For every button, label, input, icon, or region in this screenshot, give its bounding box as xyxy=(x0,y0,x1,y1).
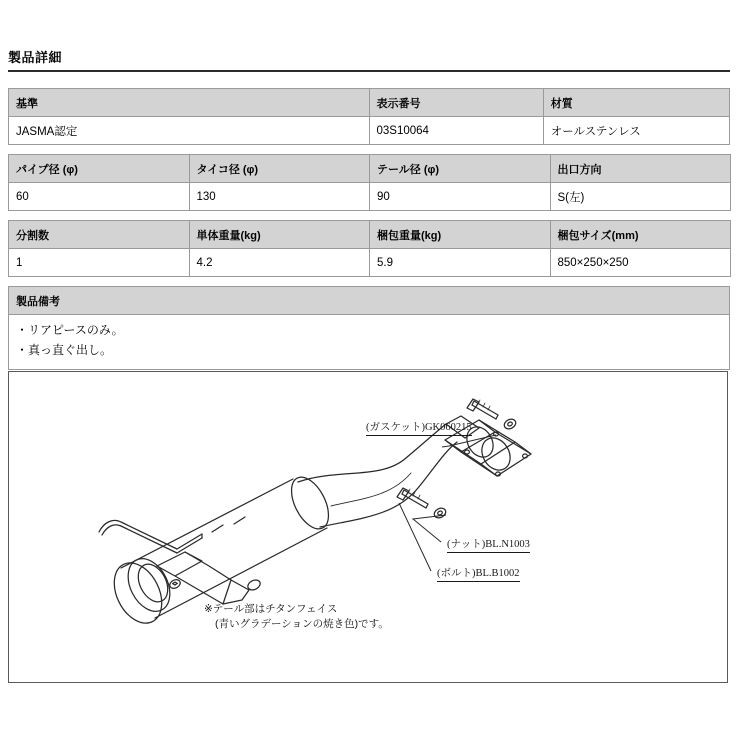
gasket-part-label: (ガスケット)GK060215 xyxy=(366,422,472,436)
remarks-line-2: ・真っ直ぐ出し。 xyxy=(16,342,113,357)
table-row xyxy=(9,249,731,277)
cell-pipe-diameter-value: 60 xyxy=(9,183,190,211)
page-title: 製品詳細 xyxy=(8,50,63,65)
spec-table-dimension xyxy=(8,154,731,211)
column-header-standard: 基準 xyxy=(9,89,370,117)
figure-caption-line-2: (青いグラデーションの焼き色)です。 xyxy=(215,618,389,631)
title-divider xyxy=(8,70,730,72)
table-header-row xyxy=(9,155,731,183)
table-header-row xyxy=(9,221,731,249)
figure-caption xyxy=(204,602,389,632)
remarks-body-row xyxy=(9,315,730,370)
cell-standard-value: JASMA認定 xyxy=(9,117,370,145)
cell-display-number-value: 03S10064 xyxy=(369,117,543,145)
nut-part-label: (ナット)BL.N1003 xyxy=(447,539,530,553)
cell-tail-diameter-value: 90 xyxy=(370,183,551,211)
muffler-line-drawing xyxy=(9,372,728,683)
column-header-tail-diameter: テール径 (φ) xyxy=(370,155,551,183)
cell-package-weight-value: 5.9 xyxy=(370,249,551,277)
column-header-outlet-direction: 出口方向 xyxy=(550,155,731,183)
spec-table-weight xyxy=(8,220,731,277)
table-header-row xyxy=(9,89,730,117)
remarks-header-row xyxy=(9,287,730,315)
column-header-display-number: 表示番号 xyxy=(369,89,543,117)
cell-unit-weight-value: 4.2 xyxy=(189,249,370,277)
cell-outlet-direction-value: S(左) xyxy=(550,183,731,211)
remarks-body xyxy=(9,315,730,370)
bolt-part-label: (ボルト)BL.B1002 xyxy=(437,568,520,582)
table-row xyxy=(9,183,731,211)
figure-caption-line-1: ※テール部はチタンフェイス xyxy=(204,603,338,615)
column-header-package-weight: 梱包重量(kg) xyxy=(370,221,551,249)
table-row xyxy=(9,117,730,145)
column-header-split-count: 分割数 xyxy=(9,221,190,249)
column-header-unit-weight: 単体重量(kg) xyxy=(189,221,370,249)
cell-body-diameter-value: 130 xyxy=(189,183,370,211)
remarks-line-1: ・リアピースのみ。 xyxy=(16,323,124,337)
spec-table-standard xyxy=(8,88,730,145)
cell-package-size-value: 850×250×250 xyxy=(550,249,731,277)
cell-split-count-value: 1 xyxy=(9,249,190,277)
column-header-pipe-diameter: パイプ径 (φ) xyxy=(9,155,190,183)
product-remarks-table xyxy=(8,286,730,370)
cell-material-value: オールステンレス xyxy=(543,117,729,145)
column-header-body-diameter: タイコ径 (φ) xyxy=(189,155,370,183)
column-header-package-size: 梱包サイズ(mm) xyxy=(550,221,731,249)
column-header-material: 材質 xyxy=(543,89,729,117)
product-illustration-panel xyxy=(8,371,728,683)
column-header-remarks: 製品備考 xyxy=(9,287,730,315)
